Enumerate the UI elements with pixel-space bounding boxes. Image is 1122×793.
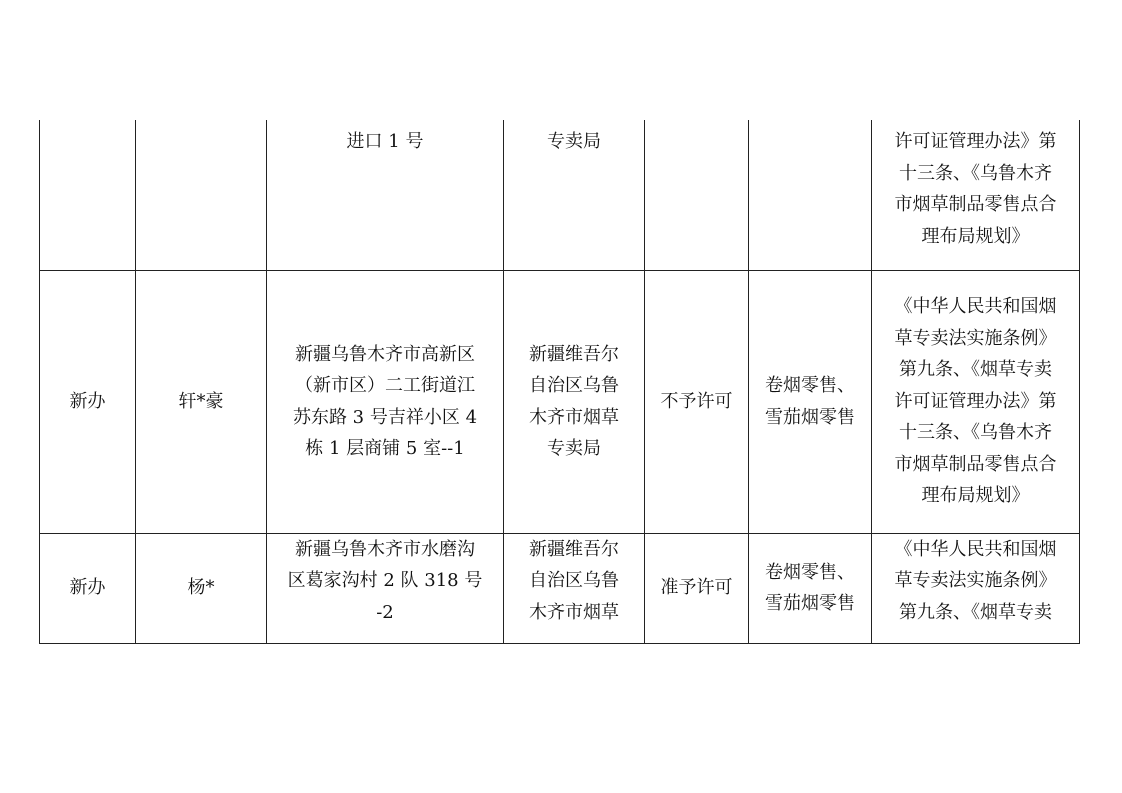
type-cell: 新办 — [40, 533, 136, 643]
authority-cell: 新疆维吾尔 自治区乌鲁 木齐市烟草 — [504, 533, 645, 643]
name-cell: 轩*豪 — [136, 270, 267, 533]
scope-cell: 卷烟零售、 雪茄烟零售 — [749, 270, 872, 533]
table-row — [40, 270, 1080, 533]
authority-cell: 新疆维吾尔 自治区乌鲁 木齐市烟草 专卖局 — [504, 270, 645, 533]
type-cell — [40, 120, 136, 270]
authority-cell: 专卖局 — [504, 120, 645, 270]
name-cell — [136, 120, 267, 270]
basis-cell: 《中华人民共和国烟 草专卖法实施条例》 第九条、《烟草专卖 — [872, 533, 1080, 643]
scope-cell: 卷烟零售、 雪茄烟零售 — [749, 533, 872, 643]
type-cell: 新办 — [40, 270, 136, 533]
table-row — [40, 533, 1080, 643]
address-cell: 新疆乌鲁木齐市高新区 （新市区）二工街道江 苏东路 3 号吉祥小区 4 栋 1 层商铺 5 室--1 — [267, 270, 504, 533]
basis-cell: 《中华人民共和国烟 草专卖法实施条例》 第九条、《烟草专卖 许可证管理办法》第 十三条、《乌鲁木齐 市烟草制品零售点合 理布局规划》 — [872, 270, 1080, 533]
decision-cell: 不予许可 — [645, 270, 749, 533]
decision-cell — [645, 120, 749, 270]
license-decision-table — [39, 120, 1080, 644]
decision-cell: 准予许可 — [645, 533, 749, 643]
basis-cell: 许可证管理办法》第 十三条、《乌鲁木齐 市烟草制品零售点合 理布局规划》 — [872, 120, 1080, 270]
address-cell: 进口 1 号 — [267, 120, 504, 270]
name-cell: 杨* — [136, 533, 267, 643]
address-cell: 新疆乌鲁木齐市水磨沟 区葛家沟村 2 队 318 号 -2 — [267, 533, 504, 643]
table-row — [40, 120, 1080, 270]
scope-cell — [749, 120, 872, 270]
